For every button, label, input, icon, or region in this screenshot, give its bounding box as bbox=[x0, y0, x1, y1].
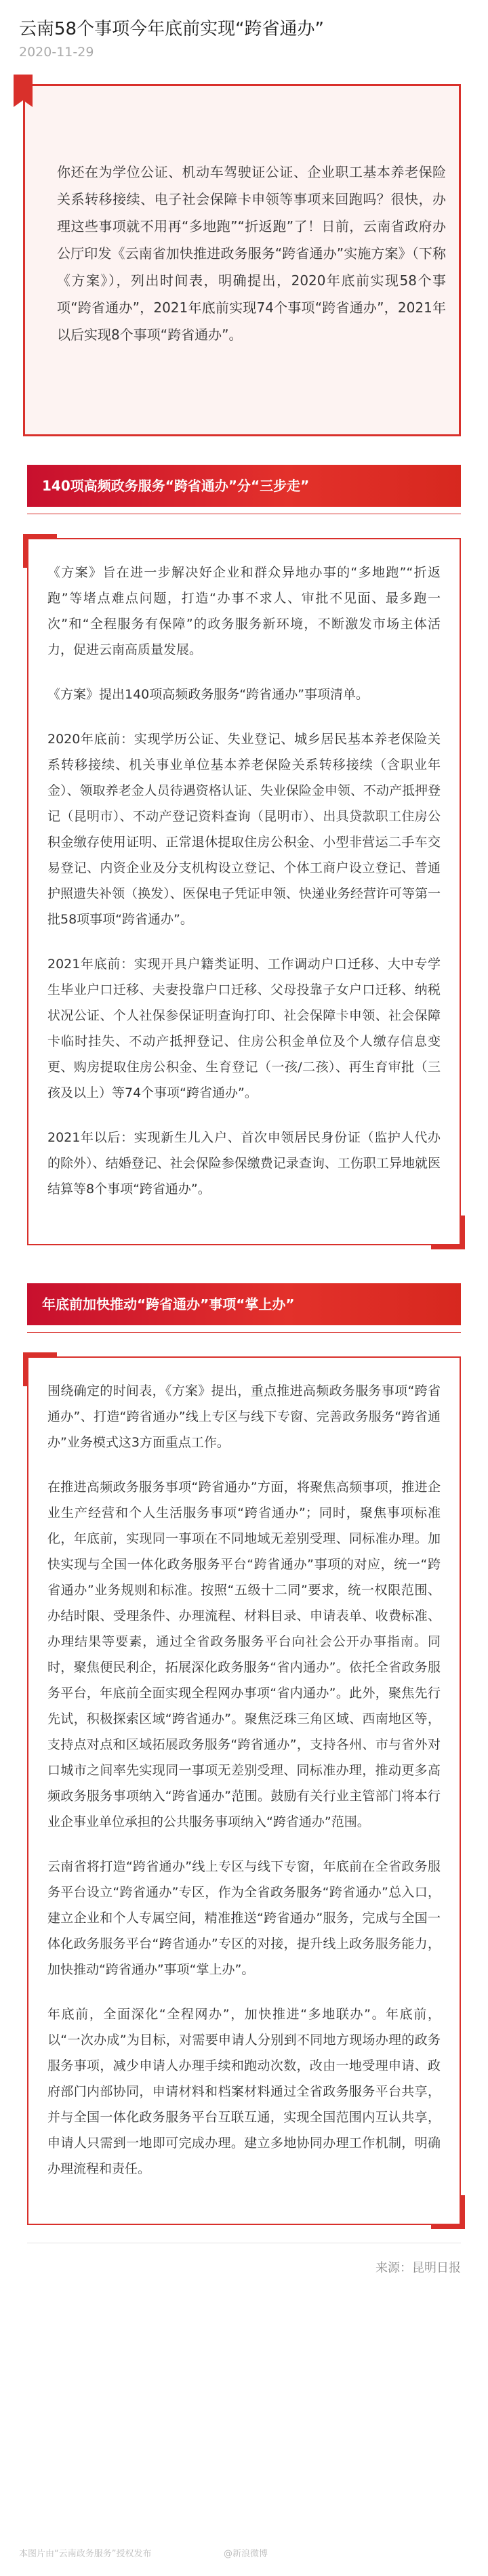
publish-date: 2020-11-29 bbox=[19, 45, 94, 60]
section1-paragraph: 2021年底前：实现开具户籍类证明、工作调动户口迁移、大中专学生毕业户口迁移、夫妻投靠户口迁移、父母投靠子女户口迁移、纳税状况公证、个人社保参保证明查询打印、社会保障卡申领、社会保障卡临时挂失、不动产抵押登记、住房公积金单位及个人缴存信息变更、购房提取住房公积金、生育登记（一孩/二孩）、再生育审批（三孩及以上）等74个事项“跨省通办”。 bbox=[47, 957, 441, 1100]
section1-heading: 140项高频政务服务“跨省通办”分“三步走” bbox=[42, 478, 310, 494]
section2-divider bbox=[27, 1332, 461, 1333]
section1-paragraph: 《方案》提出140项高频政务服务“跨省通办”事项清单。 bbox=[47, 687, 369, 702]
page-footer bbox=[0, 2529, 488, 2576]
corner-decoration bbox=[431, 2195, 465, 2229]
corner-decoration bbox=[23, 534, 57, 568]
article-source: 来源：昆明日报 bbox=[27, 2243, 461, 2291]
section2-heading: 年底前加快推动“跨省通办”事项“掌上办” bbox=[42, 1296, 295, 1312]
intro-text: 你还在为学位公证、机动车驾驶证公证、企业职工基本养老保险关系转移接续、电子社会保障卡申领等事项来回跑吗？很快，办理这些事项就不用再“多地跑”“折返跑”了！日前，云南省政府办公厅印发《云南省加快推进政务服务“跨省通办”实施方案》（下称《方案》），列出时间表，明确提出，2020年底前实现58个事项“跨省通办”，2021年底前实现74个事项“跨省通办”，2021年以后实现8个事项“跨省通办”。 bbox=[57, 164, 446, 343]
section2-paragraph: 年底前，全面深化“全程网办”，加快推进“多地联办”。年底前，以“一次办成”为目标，对需要申请人分别到不同地方现场办理的政务服务事项，减少申请人办理手续和跑动次数，改由一地受理申请、政府部门内部协同，申请材料和档案材料通过全省政务服务平台共享，并与全国一体化政务服务平台互联互通，实现全国范围内互认共享，申请人只需到一地即可完成办理。建立多地协同办理工作机制，明确办理流程和责任。 bbox=[47, 2007, 441, 2176]
corner-decoration bbox=[431, 1216, 465, 1249]
bookmark-flag-icon bbox=[14, 75, 33, 107]
section1-banner bbox=[27, 465, 461, 507]
footer-credit: 本图片由“云南政务服务”授权发布 bbox=[19, 2549, 152, 2559]
section2-paragraph: 云南省将打造“跨省通办”线上专区与线下专窗，年底前在全省政务服务平台设立“跨省通办”专区，作为全省政务服务“跨省通办”总入口，建立企业和个人专属空间，精准推送“跨省通办”服务，完成与全国一体化政务服务平台“跨省通办”专区的对接，提升线上政务服务能力，加快推动“跨省通办”事项“掌上办”。 bbox=[47, 1859, 441, 1977]
section1-paragraph: 2020年底前：实现学历公证、失业登记、城乡居民基本养老保险关系转移接续、机关事业单位基本养老保险关系转移接续（含职业年金）、领取养老金人员待遇资格认证、失业保险金申领、不动产抵押登记（昆明市）、不动产登记资料查询（昆明市）、出具贷款职工住房公积金缴存使用证明、正常退休提取住房公积金、小型非营运二手车交易登记、内资企业及分支机构设立登记、个体工商户设立登记、普通护照遗失补领（换发）、医保电子凭证申领、快递业务经营许可等第一批58项事项“跨省通办”。 bbox=[47, 732, 441, 927]
intro-card bbox=[14, 84, 461, 436]
section1-paragraph: 《方案》旨在进一步解决好企业和群众异地办事的“多地跑”“折返跑”等堵点难点问题，打造“办事不求人、审批不见面、最多跑一次”和“全程服务有保障”的政务服务新环境，不断激发市场主体活力，促进云南高质量发展。 bbox=[47, 565, 441, 657]
section2-paragraph: 围绕确定的时间表，《方案》提出，重点推进高频政务服务事项“跨省通办”、打造“跨省通办”线上专区与线下专窗、完善政务服务“跨省通办”业务模式这3方面重点工作。 bbox=[47, 1384, 441, 1450]
article-title: 云南58个事项今年底前实现“跨省通办” bbox=[19, 19, 325, 39]
section2-content-box bbox=[27, 1356, 461, 2225]
article-header bbox=[0, 0, 488, 60]
section1-content-box bbox=[27, 538, 461, 1245]
section2-paragraph: 在推进高频政务服务事项“跨省通办”方面，将聚焦高频事项，推进企业生产经营和个人生活服务事项“跨省通办”；同时，聚焦事项标准化，年底前，实现同一事项在不同地域无差别受理、同标准办理。加快实现与全国一体化政务服务平台“跨省通办”事项的对应，统一“跨省通办”业务规则和标准。按照“五级十二同”要求，统一权限范围、办结时限、受理条件、办理流程、材料目录、申请表单、收费标准、办理结果等要素，通过全省政务服务平台向社会公开办事指南。同时，聚焦便民利企，拓展深化政务服务“省内通办”。依托全省政务服务平台，年底前全面实现全程网办事项“省内通办”。此外，聚焦先行先试，积极探索区域“跨省通办”。聚焦泛珠三角区域、西南地区等，支持点对点和区域拓展政务服务“跨省通办”，支持各州、市与省外对口城市之间率先实现同一事项无差别受理、同标准办理，推动更多高频政务服务事项纳入“跨省通办”范围。鼓励有关行业主管部门将本行业企事业单位承担的公共服务事项纳入“跨省通办”范围。 bbox=[47, 1480, 441, 1829]
section1-paragraph: 2021年以后：实现新生儿入户、首次申领居民身份证（监护人代办的除外）、结婚登记、社会保险参保缴费记录查询、工伤职工异地就医结算等8个事项“跨省通办”。 bbox=[47, 1130, 441, 1197]
weibo-watermark: @新浪微博 bbox=[224, 2549, 268, 2559]
section2-banner bbox=[27, 1283, 461, 1325]
corner-decoration bbox=[23, 1352, 57, 1386]
